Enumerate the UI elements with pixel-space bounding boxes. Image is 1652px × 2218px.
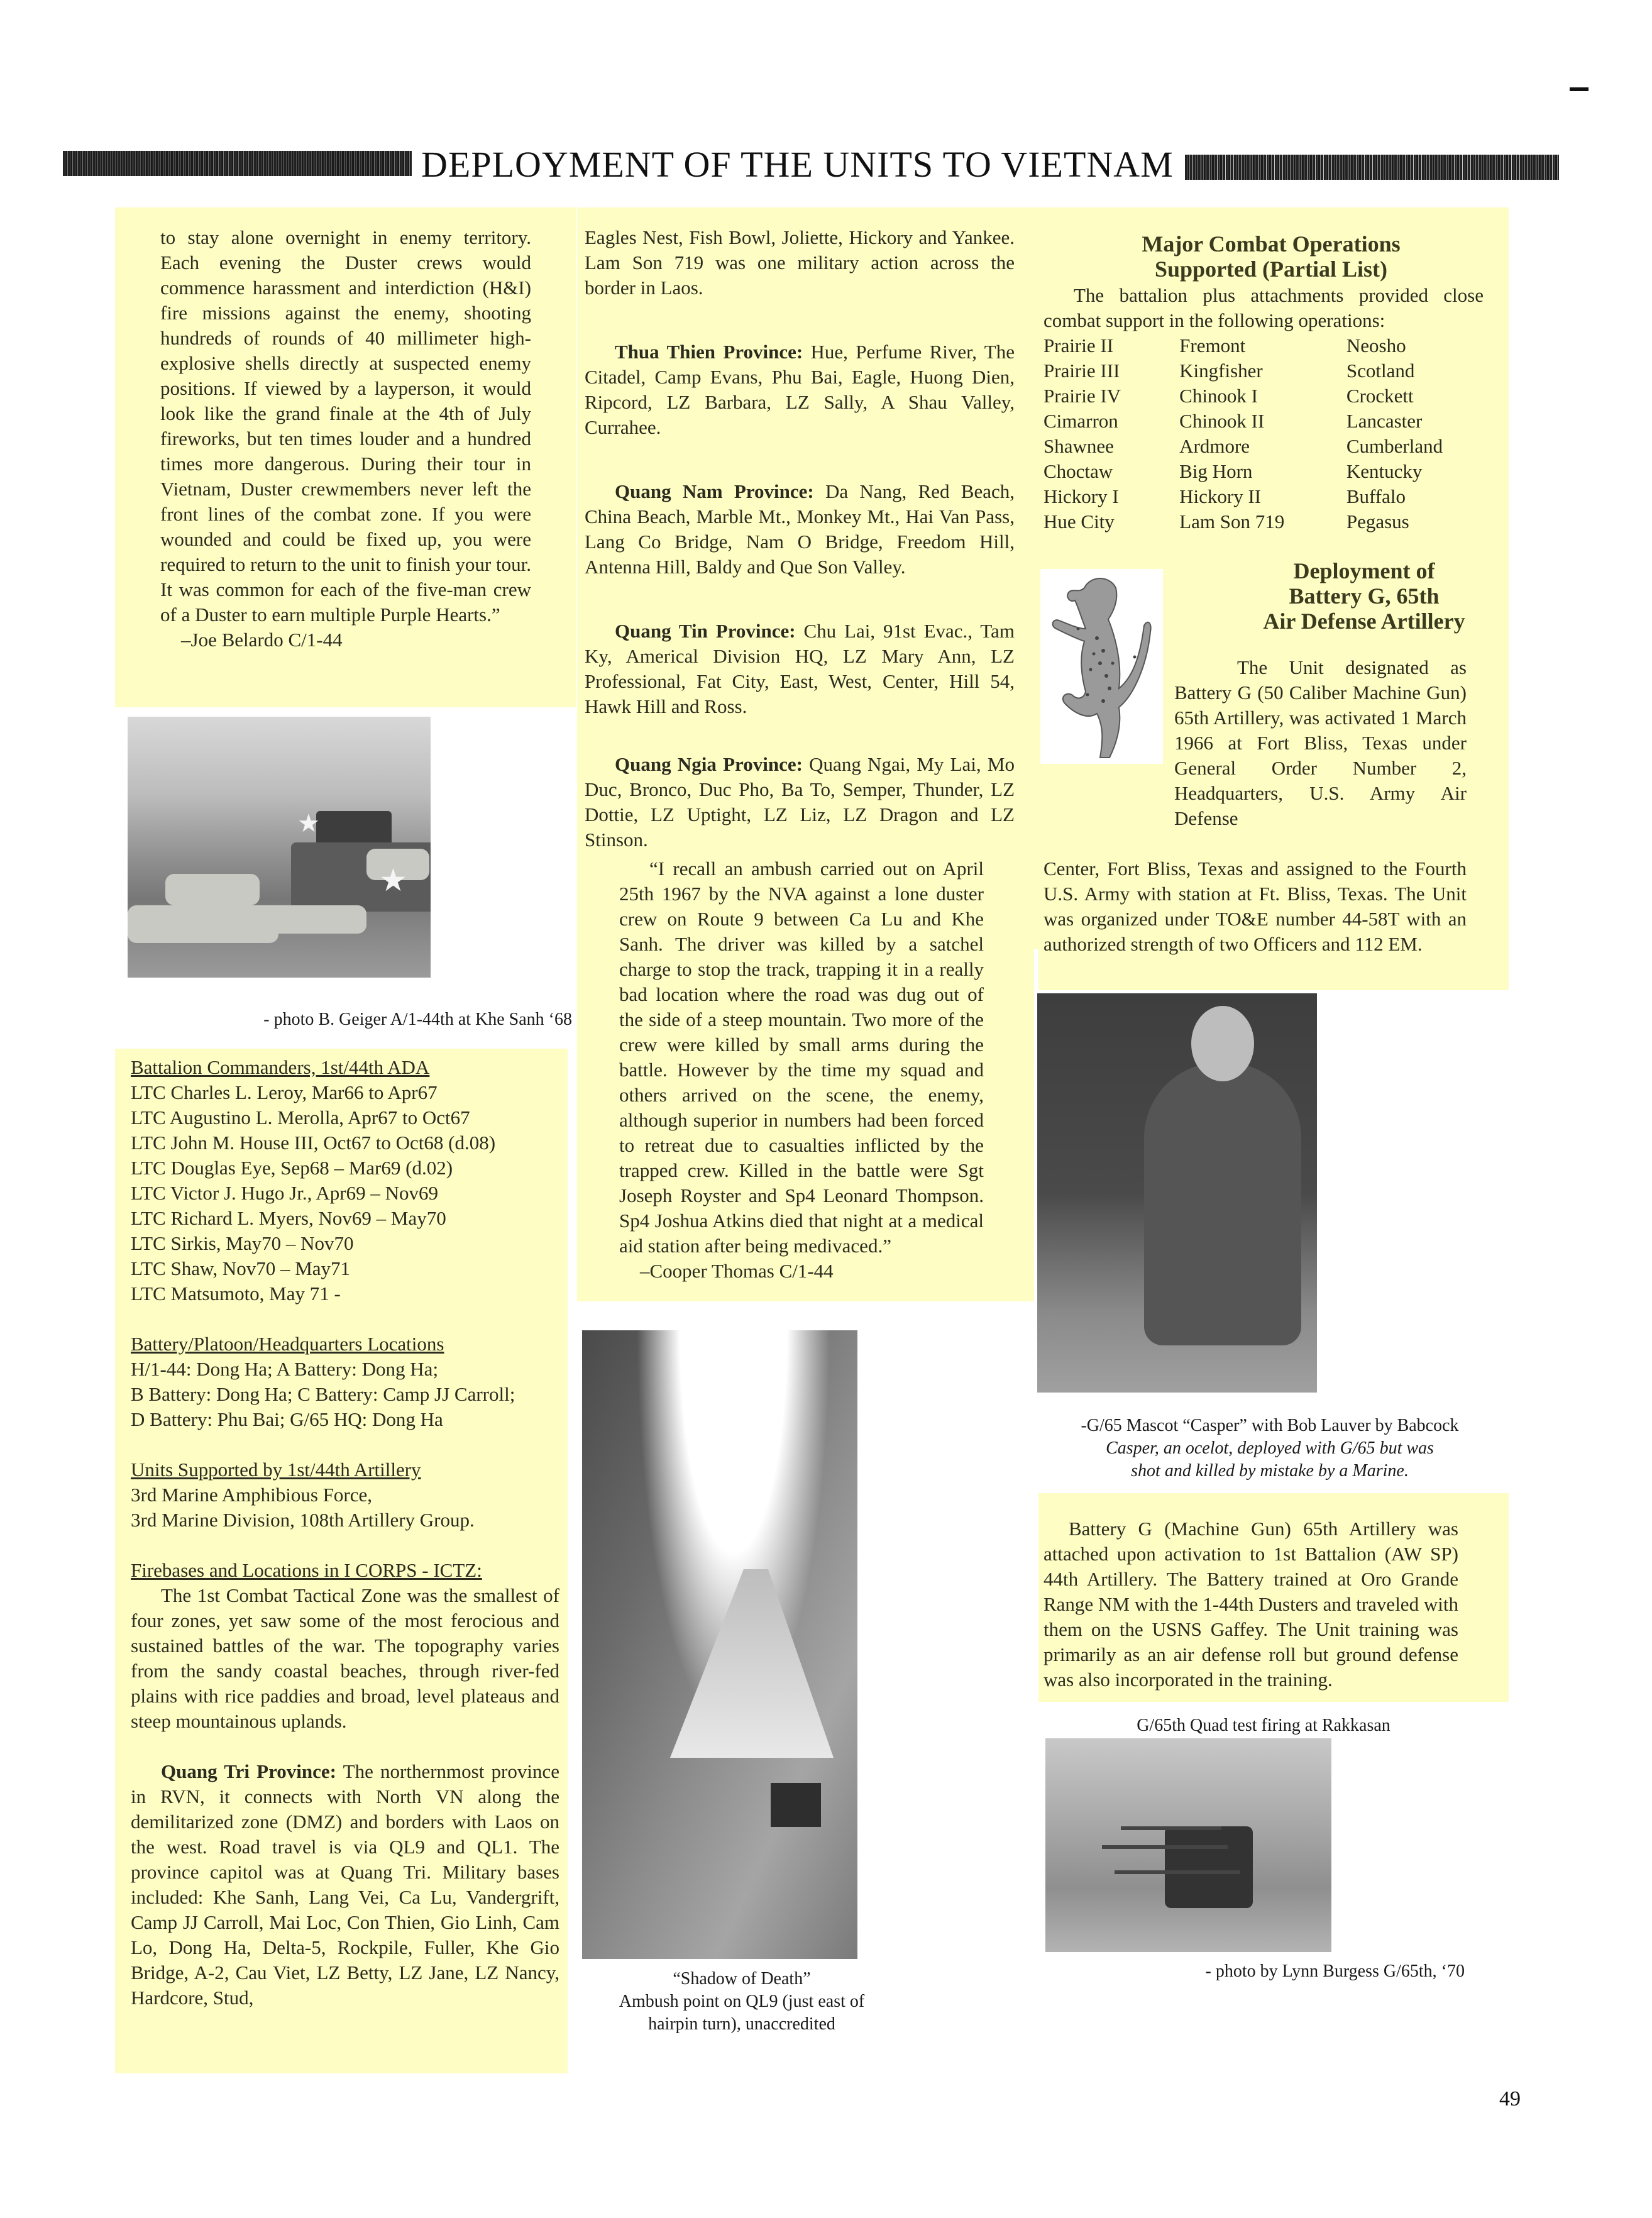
- operation-name: Cimarron: [1044, 410, 1118, 432]
- province-label: Quang Tin Province:: [615, 620, 796, 642]
- operations-heading-line1: Major Combat Operations: [1142, 231, 1401, 257]
- firebases-text: The 1st Combat Tactical Zone was the smallest of four zones, yet saw some of the most ferocious and sustained battles of the war. The topography varies from the sandy coastal beaches, through river-fed plains with rice paddies and broad, level plateaus and steep mountainous uplands.: [131, 1584, 559, 1732]
- casper-caption-note: Casper, an ocelot, deployed with G/65 but was shot and killed by mistake by a Marine.: [1106, 1438, 1434, 1481]
- middle-provinces: [585, 225, 1015, 852]
- operation-name: Hickory II: [1179, 485, 1262, 507]
- casper-caption: [1044, 1415, 1496, 1482]
- commander-item: LTC Charles L. Leroy, Mar66 to Apr67: [131, 1081, 438, 1103]
- soldier-head: [1191, 1006, 1254, 1081]
- sandbag: [165, 874, 260, 905]
- quote-thomas-text: “I recall an ambush carried out on April 25th 1967 by the NVA against a lone duster crew on Route 9 between Ca Lu and Khe Sanh. The driver was killed by a satchel charge to stop the track, trapping it in a really bad location where the road was dug out of the side of a steep mountain. Two more of the crew were killed by small arms during the battle. However by the time my squad and others arrived on the scene, the enemy, although superior in numbers had been forced to retreat due to casualties inflicted by the trapped crew. Killed in the battle were Sgt Joseph Royster and Sp4 Leonard Thompson. Sp4 Joshua Atkins died that night at a medical aid station after being medivaced.”: [619, 858, 984, 1257]
- location-line: H/1-44: Dong Ha; A Battery: Dong Ha;: [131, 1358, 439, 1380]
- battery-g-wrapped: The Unit designated as Battery G (50 Caliber Machine Gun) 65th Artillery, was activated 1 March 1966 at Fort Bliss, Texas under General Order Number 2, Headquarters, U.S. Army Air Defense: [1174, 656, 1467, 829]
- quote-belardo: [160, 225, 531, 653]
- operations-row: [1044, 409, 1484, 434]
- star-icon: ★: [297, 809, 320, 837]
- casper-caption-title: -G/65 Mascot “Casper” with Bob Lauver by Babcock: [1081, 1416, 1459, 1435]
- operation-name: Fremont: [1179, 334, 1246, 356]
- operation-name: Prairie II: [1044, 334, 1114, 356]
- quang-tri-label: Quang Tri Province:: [161, 1760, 337, 1782]
- quote-thomas: [619, 856, 984, 1284]
- quang-tri-paragraph: [131, 1759, 559, 2011]
- operations-row: [1044, 509, 1484, 534]
- operations-row: [1044, 383, 1484, 409]
- units-supported-line: 3rd Marine Division, 108th Artillery Group.: [131, 1509, 475, 1531]
- firebases-heading: Firebases and Locations in I CORPS - ICTZ:: [131, 1559, 482, 1581]
- location-line: B Battery: Dong Ha; C Battery: Camp JJ Carroll;: [131, 1383, 515, 1405]
- operation-name: Ardmore: [1179, 435, 1250, 457]
- commander-item: LTC Sirkis, May70 – Nov70: [131, 1232, 354, 1254]
- road-photo-caption: [578, 1968, 905, 2036]
- battery-g-training-text: Battery G (Machine Gun) 65th Artillery was attached upon activation to 1st Battalion (AW SP) 44th Artillery. The Battery trained at Oro Grande Range NM with the 1-44th Dusters and traveled with them on the USNS Gaffey. The Unit training was primarily as an air defense roll but ground defense was also incorporated in the training.: [1044, 1518, 1458, 1691]
- road-caption-line: hairpin turn), unaccredited: [648, 2014, 835, 2034]
- battery-g-heading-line1: Deployment of: [1293, 558, 1435, 583]
- battery-g-heading: [1232, 558, 1496, 634]
- gun-barrel: [1115, 1870, 1240, 1874]
- operation-name: Chinook I: [1179, 385, 1258, 407]
- sandbag: [253, 905, 366, 934]
- commanders-section: [131, 1055, 564, 1583]
- operations-table: [1044, 333, 1484, 534]
- battery-g-training: [1044, 1516, 1458, 1692]
- operation-name: Pegasus: [1346, 510, 1409, 532]
- operation-name: Kingfisher: [1179, 360, 1263, 382]
- province-text: Hue, Perfume River, The Citadel, Camp Evans, Phu Bai, Eagle, Huong Dien, Ripcord, LZ Barbara, LZ Sally, A Shau Valley, Currahee.: [585, 341, 1015, 438]
- operations-intro-text: The battalion plus attachments provided close combat support in the following operations:: [1044, 284, 1484, 331]
- page-title: DEPLOYMENT OF THE UNITS TO VIETNAM: [421, 144, 1174, 185]
- tank-photo-caption: - photo B. Geiger A/1-44th at Khe Sanh ‘68: [263, 1010, 572, 1029]
- soldier-figure: [1144, 1062, 1301, 1345]
- operation-name: Hickory I: [1044, 485, 1119, 507]
- page-header: [63, 144, 1559, 185]
- quad-photo-caption: - photo by Lynn Burgess G/65th, ‘70: [1205, 1961, 1465, 1981]
- ocelot-emblem-image: [1040, 569, 1163, 764]
- quad-gun: [1165, 1826, 1253, 1908]
- truck: [771, 1783, 821, 1827]
- location-line: D Battery: Phu Bai; G/65 HQ: Dong Ha: [131, 1408, 443, 1430]
- province-label: Quang Ngia Province:: [615, 753, 803, 775]
- battery-g-heading-line3: Air Defense Artillery: [1263, 609, 1465, 634]
- operation-name: Chinook II: [1179, 410, 1265, 432]
- star-icon: ★: [379, 863, 407, 898]
- battery-g-full: Center, Fort Bliss, Texas and assigned to the Fourth U.S. Army with station at Ft. Bliss, Texas. The Unit was organized under TO&E number 44-58T with an authorized strength of two Officers and 112 EM.: [1044, 858, 1467, 955]
- province-label: Thua Thien Province:: [615, 341, 803, 363]
- middle-intro: Eagles Nest, Fish Bowl, Joliette, Hickory and Yankee. Lam Son 719 was one military action across the border in Laos.: [585, 226, 1015, 299]
- operation-name: Scotland: [1346, 360, 1415, 382]
- commander-item: LTC Victor J. Hugo Jr., Apr69 – Nov69: [131, 1182, 438, 1204]
- operation-name: Choctaw: [1044, 460, 1113, 482]
- operation-name: Lancaster: [1346, 410, 1423, 432]
- province-thua-thien: [585, 339, 1015, 440]
- battery-g-heading-line2: Battery G, 65th: [1289, 583, 1440, 609]
- operations-intro: [1044, 283, 1484, 333]
- operation-name: Shawnee: [1044, 435, 1114, 457]
- quang-tri-text: The northernmost province in RVN, it connects with North VN along the demilitarized zone (DMZ) and borders with Laos on the west. Road travel is via QL9 and QL1. The province capitol was at Quang Tri. Military bases included: Khe Sanh, Lang Vei, Ca Lu, Vandergrift, Camp JJ Carroll, Mai Loc, Con Thien, Gio Linh, Cam Lo, Dong Ha, Delta-5, Rockpile, Fuller, Khe Gio Bridge, A-2, Cau Viet, LZ Betty, LZ Jane, LZ Nancy, Hardcore, Stud,: [131, 1760, 559, 2009]
- operation-name: Lam Son 719: [1179, 510, 1285, 532]
- battery-g-wrapped-text: [1174, 655, 1467, 831]
- quad-photo-title: G/65th Quad test firing at Rakkasan: [1137, 1716, 1390, 1735]
- road: [670, 1569, 834, 1758]
- road-caption-line: Ambush point on QL9 (just east of: [619, 1992, 865, 2011]
- road-caption-line: “Shadow of Death”: [673, 1969, 811, 1989]
- operation-name: Neosho: [1346, 334, 1406, 356]
- quote-belardo-attribution: –Joe Belardo C/1-44: [181, 629, 343, 651]
- operation-name: Prairie III: [1044, 360, 1120, 382]
- tank-photo: [128, 717, 431, 978]
- operation-name: Crockett: [1346, 385, 1414, 407]
- quad-gun-photo: [1045, 1738, 1331, 1952]
- battery-g-full-text: [1044, 856, 1467, 957]
- commander-item: LTC Augustino L. Merolla, Apr67 to Oct67: [131, 1106, 470, 1128]
- commander-item: LTC Richard L. Myers, Nov69 – May70: [131, 1207, 446, 1229]
- units-supported-line: 3rd Marine Amphibious Force,: [131, 1484, 373, 1506]
- commander-item: LTC Douglas Eye, Sep68 – Mar69 (d.02): [131, 1157, 453, 1179]
- gun-barrel: [1102, 1845, 1228, 1849]
- operation-name: Prairie IV: [1044, 385, 1121, 407]
- operation-name: Buffalo: [1346, 485, 1406, 507]
- operation-name: Cumberland: [1346, 435, 1443, 457]
- operations-row: [1044, 459, 1484, 484]
- province-quang-ngia: [585, 752, 1015, 852]
- quote-thomas-attribution: –Cooper Thomas C/1-44: [640, 1260, 834, 1282]
- header-bar-right: [1185, 155, 1559, 180]
- province-quang-nam: [585, 479, 1015, 580]
- commander-item: LTC Shaw, Nov70 – May71: [131, 1257, 351, 1279]
- header-bar-left: [63, 151, 412, 176]
- road-ambush-photo: [582, 1330, 857, 1959]
- operation-name: Big Horn: [1179, 460, 1253, 482]
- province-text: Da Nang, Red Beach, China Beach, Marble Mt., Monkey Mt., Hai Van Pass, Lang Co Bridge, Nam O Bridge, Freedom Hill, Antenna Hill, Baldy and Que Son Valley.: [585, 480, 1015, 578]
- commander-item: LTC John M. House III, Oct67 to Oct68 (d.08): [131, 1132, 496, 1154]
- quote-belardo-text: to stay alone overnight in enemy territory. Each evening the Duster crews would commence harassment and interdiction (H&I) fire missions against the enemy, shooting hundreds of rounds of 40 millimeter high-explosive shells directly at suspected enemy positions. If viewed by a layperson, it would look like the grand finale at the 4th of July fireworks, but ten times louder and a hundred times more dangerous. During their tour in Vietnam, Duster crewmembers never left the front lines of the combat zone. If you were wounded and could be fixed up, you were required to return to the unit to finish your tour. It was common for each of the five-man crew of a Duster to earn multiple Purple Hearts.”: [160, 226, 531, 626]
- operation-name: Hue City: [1044, 510, 1115, 532]
- commander-item: LTC Matsumoto, May 71 -: [131, 1283, 341, 1305]
- operations-row: [1044, 333, 1484, 358]
- province-text: Chu Lai, 91st Evac., Tam Ky, Americal Division HQ, LZ Mary Ann, LZ Professional, Fat City, East, West, Center, Hill 54, Hawk Hill and Ross.: [585, 620, 1015, 717]
- operations-row: [1044, 484, 1484, 509]
- casper-mascot-photo: [1037, 993, 1317, 1393]
- scan-corner-mark: [1570, 87, 1589, 91]
- operations-heading-line2: Supported (Partial List): [1154, 257, 1387, 282]
- province-label: Quang Nam Province:: [615, 480, 814, 502]
- operation-name: Kentucky: [1346, 460, 1423, 482]
- ocelot-emblem-icon: [1040, 569, 1163, 764]
- gun-barrel: [1121, 1826, 1221, 1830]
- province-quang-tin: [585, 619, 1015, 719]
- units-supported-heading: Units Supported by 1st/44th Artillery: [131, 1459, 421, 1481]
- province-text: Quang Ngai, My Lai, Mo Duc, Bronco, Duc Pho, Ba To, Semper, Thunder, LZ Dottie, LZ Uptight, LZ Liz, LZ Dragon and LZ Stinson.: [585, 753, 1015, 851]
- commanders-heading: Battalion Commanders, 1st/44th ADA: [131, 1056, 430, 1078]
- locations-heading: Battery/Platoon/Headquarters Locations: [131, 1333, 444, 1355]
- operations-heading: [1038, 231, 1504, 282]
- page-number: 49: [1499, 2087, 1521, 2110]
- operations-row: [1044, 434, 1484, 459]
- operations-row: [1044, 358, 1484, 383]
- firebases-text-block: [131, 1583, 559, 2011]
